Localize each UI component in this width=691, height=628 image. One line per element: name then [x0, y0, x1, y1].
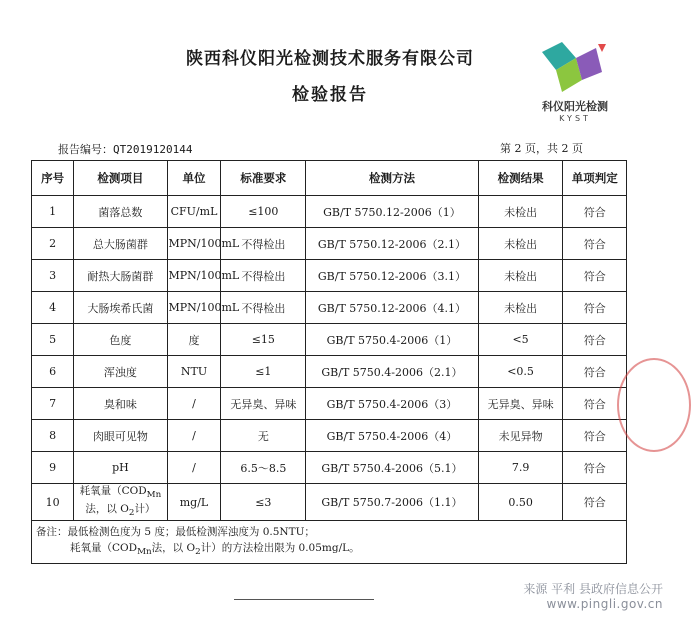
- table-row: [32, 388, 627, 420]
- cell-item: 总大肠菌群: [74, 228, 167, 260]
- note-text-b: 法，以 O: [151, 542, 196, 555]
- cell-item: [74, 484, 167, 521]
- cell-result: 未检出: [478, 196, 563, 228]
- cell-standard: 不得检出: [221, 260, 306, 292]
- table-row: [32, 420, 627, 452]
- cell-result: 未检出: [478, 260, 563, 292]
- cell-judgement: 符合: [563, 324, 627, 356]
- cell-no: 2: [32, 228, 74, 260]
- cell-item: 大肠埃希氏菌: [74, 292, 167, 324]
- cell-item: pH: [74, 452, 167, 484]
- cell-no: 6: [32, 356, 74, 388]
- table-row: [32, 356, 627, 388]
- table-row: [32, 324, 627, 356]
- note-cell: [32, 521, 627, 564]
- cell-judgement: 符合: [563, 228, 627, 260]
- cell-item: 浑浊度: [74, 356, 167, 388]
- cell-item: 肉眼可见物: [74, 420, 167, 452]
- cell-no: 1: [32, 196, 74, 228]
- cell-unit: MPN/100mL: [167, 260, 221, 292]
- cell-no: 4: [32, 292, 74, 324]
- cell-unit: CFU/mL: [167, 196, 221, 228]
- cell-unit: mg/L: [167, 484, 221, 521]
- cell-unit: /: [167, 388, 221, 420]
- cell-unit: MPN/100mL: [167, 292, 221, 324]
- cell-result: <5: [478, 324, 563, 356]
- cell-standard: 无异臭、异味: [221, 388, 306, 420]
- cell-no: 7: [32, 388, 74, 420]
- cell-item: 色度: [74, 324, 167, 356]
- cell-no: 3: [32, 260, 74, 292]
- source-watermark: [498, 582, 663, 612]
- cell-standard: ≤100: [221, 196, 306, 228]
- seal-stamp-icon: [617, 358, 691, 452]
- item-text-b: 法，以 O: [85, 503, 129, 516]
- page-indicator: 第 2 页，共 2 页: [500, 142, 583, 155]
- cell-method: GB/T 5750.12-2006（3.1）: [306, 260, 479, 292]
- note-row: [32, 521, 627, 564]
- note-line-1: 备注：最低检测色度为 5 度；最低检测浑浊度为 0.5NTU；: [36, 526, 315, 539]
- cell-unit: NTU: [167, 356, 221, 388]
- header-result: 检测结果: [478, 161, 563, 196]
- note-subscript-mn: Mn: [137, 547, 152, 558]
- cell-result: 未检出: [478, 292, 563, 324]
- item-text-c: 计）: [134, 503, 156, 516]
- note-text-c: 计）的方法检出限为 0.05mg/L。: [200, 542, 360, 555]
- header-no: 序号: [32, 161, 74, 196]
- logo-name: 科仪阳光检测: [542, 100, 608, 113]
- note-subscript-2: 2: [195, 547, 201, 558]
- cell-no: 9: [32, 452, 74, 484]
- cell-standard: ≤15: [221, 324, 306, 356]
- cell-item: 菌落总数: [74, 196, 167, 228]
- table-row: [32, 452, 627, 484]
- table-row: [32, 292, 627, 324]
- cell-unit: /: [167, 420, 221, 452]
- table-header-row: [32, 161, 627, 196]
- cell-method: GB/T 5750.4-2006（2.1）: [306, 356, 479, 388]
- header-judgement: 单项判定: [563, 161, 627, 196]
- cell-judgement: 符合: [563, 260, 627, 292]
- cell-judgement: 符合: [563, 292, 627, 324]
- cell-result: 7.9: [478, 452, 563, 484]
- header-unit: 单位: [167, 161, 221, 196]
- cell-result: 未检出: [478, 228, 563, 260]
- cell-unit: /: [167, 452, 221, 484]
- header-standard: 标准要求: [221, 161, 306, 196]
- cell-standard: 不得检出: [221, 292, 306, 324]
- cell-standard: ≤1: [221, 356, 306, 388]
- cell-result: 无异臭、异味: [478, 388, 563, 420]
- table-row: [32, 196, 627, 228]
- cell-method: GB/T 5750.12-2006（1）: [306, 196, 479, 228]
- company-logo: [520, 40, 630, 125]
- cell-no: 8: [32, 420, 74, 452]
- item-subscript-mn: Mn: [146, 490, 162, 501]
- cell-unit: 度: [167, 324, 221, 356]
- cell-item: 耐热大肠菌群: [74, 260, 167, 292]
- cell-result: 0.50: [478, 484, 563, 521]
- logo-mark-icon: [532, 40, 618, 96]
- cell-item: 臭和味: [74, 388, 167, 420]
- footer-divider: [234, 599, 374, 600]
- note-line-2: [36, 540, 622, 560]
- cell-method: GB/T 5750.4-2006（4）: [306, 420, 479, 452]
- note-text-a: 耗氧量（COD: [70, 542, 138, 555]
- table-row: [32, 484, 627, 521]
- cell-standard: ≤3: [221, 484, 306, 521]
- report-number: 报告编号：QT2019120144: [58, 143, 193, 156]
- cell-method: GB/T 5750.4-2006（3）: [306, 388, 479, 420]
- cell-judgement: 符合: [563, 388, 627, 420]
- inspection-table: [31, 160, 627, 564]
- cell-result: <0.5: [478, 356, 563, 388]
- cell-result: 未见异物: [478, 420, 563, 452]
- watermark-source: 来源 平利 县政府信息公开: [523, 582, 663, 596]
- cell-method: GB/T 5750.12-2006（4.1）: [306, 292, 479, 324]
- item-subscript-2: 2: [128, 508, 135, 519]
- cell-method: GB/T 5750.7-2006（1.1）: [306, 484, 479, 521]
- company-name: 陕西科仪阳光检测技术服务有限公司: [186, 49, 474, 69]
- cell-standard: 不得检出: [221, 228, 306, 260]
- header-item: 检测项目: [74, 161, 167, 196]
- cell-method: GB/T 5750.4-2006（1）: [306, 324, 479, 356]
- cell-judgement: 符合: [563, 196, 627, 228]
- cell-method: GB/T 5750.12-2006（2.1）: [306, 228, 479, 260]
- cell-judgement: 符合: [563, 420, 627, 452]
- watermark-url: www.pingli.gov.cn: [546, 597, 663, 611]
- document-title: 检验报告: [292, 85, 368, 105]
- table-row: [32, 260, 627, 292]
- table-row: [32, 228, 627, 260]
- cell-no: 5: [32, 324, 74, 356]
- cell-no: 10: [32, 484, 74, 521]
- cell-judgement: 符合: [563, 452, 627, 484]
- cell-judgement: 符合: [563, 356, 627, 388]
- cell-standard: 无: [221, 420, 306, 452]
- cell-standard: 6.5～8.5: [221, 452, 306, 484]
- logo-subtitle: KYST: [559, 114, 591, 123]
- cell-unit: MPN/100mL: [167, 228, 221, 260]
- cell-method: GB/T 5750.4-2006（5.1）: [306, 452, 479, 484]
- cell-judgement: 符合: [563, 484, 627, 521]
- item-text-a: 耗氧量（COD: [79, 485, 147, 497]
- header-method: 检测方法: [306, 161, 479, 196]
